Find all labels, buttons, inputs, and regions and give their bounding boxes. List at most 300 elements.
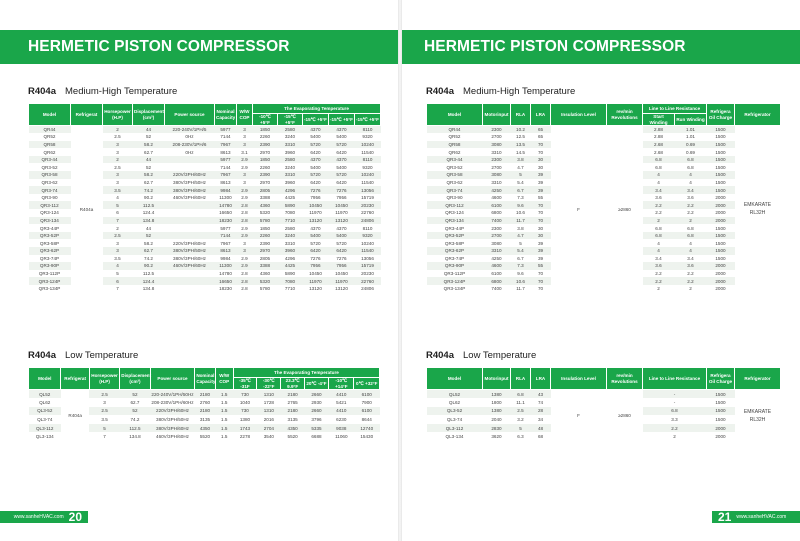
- table-cell: 380V/3PH/50Hz: [150, 415, 195, 424]
- table-cell: 1500: [707, 239, 735, 247]
- table-cell: 4: [643, 179, 675, 187]
- page-gutter: [398, 0, 402, 541]
- col-model: Model: [29, 368, 61, 390]
- table-cell: 6.3: [511, 432, 531, 441]
- table-cell: 2805: [253, 255, 278, 263]
- cell-model: QL52: [29, 390, 61, 399]
- table-cell: 1500: [707, 179, 735, 187]
- table-cell: 6800: [483, 277, 511, 285]
- table-cell: 4: [643, 171, 675, 179]
- table-cell: 220-240V/1PH/50Hz: [150, 390, 195, 399]
- cell-model: QR3-90: [29, 194, 71, 202]
- col-horsepower: Horsepower (H.P): [89, 368, 119, 390]
- table-cell: 2: [103, 224, 133, 232]
- table-cell: 6100: [354, 390, 380, 399]
- table-cell: 2.9: [237, 156, 253, 164]
- cell-refrigerator: [735, 126, 781, 293]
- table-cell: [165, 285, 215, 293]
- table-cell: 3: [237, 239, 253, 247]
- col-line-resistance: Line to Line Resistance: [643, 368, 707, 390]
- table-cell: 7276: [303, 255, 329, 263]
- col-rla: RLA: [511, 104, 531, 126]
- table-cell: 7144: [215, 163, 237, 171]
- table-cell: 460V/3PH/60Hz: [165, 194, 215, 202]
- table-cell: 65: [531, 133, 551, 141]
- cell-model: QL52: [427, 390, 483, 399]
- table-cell: 6.8: [643, 232, 675, 240]
- right-banner: [400, 30, 800, 64]
- table-cell: 1500: [707, 186, 735, 194]
- table-cell: 1850: [253, 156, 278, 164]
- table-cell: 5890: [278, 270, 303, 278]
- table-cell: 5320: [253, 277, 278, 285]
- table-cell: 10.2: [511, 126, 531, 134]
- table-cell: 3540: [257, 432, 281, 441]
- table-cell: 2000: [707, 424, 735, 433]
- table-cell: 2580: [278, 156, 303, 164]
- table-cell: 2.2: [675, 209, 707, 217]
- table-cell: 5720: [303, 239, 329, 247]
- table-cell: 13056: [355, 186, 381, 194]
- table-cell: 3240: [278, 133, 303, 141]
- cell-model: QR3-52: [29, 163, 71, 171]
- table-cell: 52: [120, 407, 150, 416]
- cell-refrigerator: [735, 390, 781, 442]
- table-cell: 2970: [253, 247, 278, 255]
- right-low-section-title: [426, 350, 536, 361]
- cell-model: QR3-58P: [427, 239, 483, 247]
- cell-model: QR3-52: [427, 163, 483, 171]
- table-cell: 3: [237, 247, 253, 255]
- col-refrigerator: Refrigerator: [735, 368, 781, 390]
- col-start-winding: Start Winding: [643, 114, 675, 126]
- table-cell: 3.4: [675, 255, 707, 263]
- col-displacement: Displacement (cm³): [133, 104, 165, 126]
- cell-model: QR3-74P: [29, 255, 71, 263]
- table-cell: 3310: [278, 141, 303, 149]
- cell-model: QR3-52P: [29, 232, 71, 240]
- table-cell: 2.68: [643, 148, 675, 156]
- table-cell: 30: [531, 232, 551, 240]
- col-line-resistance: Line to Line Resistance: [643, 104, 707, 114]
- table-cell: 1310: [257, 407, 281, 416]
- table-cell: 2930: [304, 398, 328, 407]
- table-cell: [165, 277, 215, 285]
- col-model: Model: [427, 368, 483, 390]
- left-medium-section-title: [28, 86, 177, 97]
- table-cell: 4.7: [511, 232, 531, 240]
- right-medium-section-label: Medium-High Temperature: [463, 86, 576, 97]
- table-cell: 5720: [329, 141, 355, 149]
- table-cell: 6420: [329, 179, 355, 187]
- table-cell: 2700: [483, 133, 511, 141]
- cell-model: QR3-44P: [29, 224, 71, 232]
- table-cell: 43: [531, 390, 551, 399]
- col-revolutions: rev/min Revolutions: [607, 368, 643, 390]
- table-cell: 30: [531, 156, 551, 164]
- table-cell: 2300: [483, 156, 511, 164]
- left-medium-table: [28, 103, 381, 293]
- table-cell: 6.7: [511, 255, 531, 263]
- col-temp-2: -30℃ -22°F: [257, 378, 281, 390]
- table-cell: 2.5: [103, 133, 133, 141]
- table-cell: 6230: [329, 415, 354, 424]
- table-cell: 3: [237, 133, 253, 141]
- table-cell: 10240: [355, 171, 381, 179]
- cell-insulation: F: [551, 390, 607, 442]
- table-cell: 1.01: [675, 133, 707, 141]
- table-cell: 2260: [253, 133, 278, 141]
- table-cell: 55: [531, 262, 551, 270]
- table-cell: 70: [531, 201, 551, 209]
- col-nominal-capacity: Nominal Capacity: [195, 368, 215, 390]
- col-refrigerator: Refrigerator: [735, 104, 781, 126]
- table-cell: 380V/3PH/60Hz: [165, 186, 215, 194]
- table-cell: 8613: [215, 247, 237, 255]
- table-cell: 1.5: [215, 407, 233, 416]
- table-cell: 10.6: [511, 277, 531, 285]
- col-power-source: Power source: [150, 368, 195, 390]
- table-cell: 2: [103, 126, 133, 134]
- table-cell: 6800: [483, 209, 511, 217]
- table-cell: 15430: [354, 432, 380, 441]
- table-cell: 30: [531, 224, 551, 232]
- cell-model: QR3-134: [29, 217, 71, 225]
- table-cell: 380V/3PH/50Hz: [165, 247, 215, 255]
- table-cell: 39: [531, 179, 551, 187]
- table-cell: 2000: [707, 201, 735, 209]
- col-temp-4: 20℃ -4°F: [304, 378, 328, 390]
- right-page: [400, 0, 800, 541]
- table-cell: 1850: [253, 126, 278, 134]
- table-cell: 730: [233, 390, 256, 399]
- table-cell: 6420: [329, 247, 355, 255]
- cell-model: QR52: [427, 133, 483, 141]
- table-cell: 2.8: [237, 270, 253, 278]
- cell-model: QL3-134: [427, 432, 483, 441]
- table-cell: 70: [531, 217, 551, 225]
- cell-model: QR3-74: [29, 186, 71, 194]
- table-cell: 2.2: [643, 277, 675, 285]
- table-cell: 2000: [707, 432, 735, 441]
- table-cell: 5400: [329, 133, 355, 141]
- cell-model: QR3-112P: [29, 270, 71, 278]
- table-cell: 52: [133, 133, 165, 141]
- col-rla: RLA: [511, 368, 531, 390]
- oil-name-line-2: RL32H: [749, 210, 766, 217]
- table-cell: 2260: [253, 163, 278, 171]
- table-cell: 8644: [354, 415, 380, 424]
- table-cell: 2.2: [675, 270, 707, 278]
- table-cell: 13120: [303, 217, 329, 225]
- table-cell: 1.01: [675, 126, 707, 134]
- table-cell: 74.2: [133, 255, 165, 263]
- table-cell: 2700: [483, 163, 511, 171]
- table-cell: 0Hz: [165, 148, 215, 156]
- table-cell: 112.5: [133, 270, 165, 278]
- table-cell: 13056: [355, 255, 381, 263]
- table-cell: 1500: [707, 247, 735, 255]
- table-cell: 220V/3PH/60Hz: [165, 171, 215, 179]
- right-low-table: [426, 367, 781, 441]
- table-cell: 4370: [329, 156, 355, 164]
- col-lra: LRA: [531, 368, 551, 390]
- table-cell: 1500: [707, 232, 735, 240]
- table-cell: 3.8: [511, 224, 531, 232]
- left-footer-url[interactable]: www.sanheHVAC.com: [13, 514, 64, 520]
- table-cell: 3960: [278, 247, 303, 255]
- cell-model: QR3-112P: [427, 270, 483, 278]
- table-cell: 3: [103, 148, 133, 156]
- col-lra: LRA: [531, 104, 551, 126]
- table-cell: 62.7: [133, 247, 165, 255]
- col-temp-2: -15℃ +5°F: [278, 114, 303, 126]
- table-cell: 4250: [483, 255, 511, 263]
- table-cell: 20230: [355, 270, 381, 278]
- table-cell: 2765: [281, 398, 304, 407]
- table-cell: 2000: [707, 277, 735, 285]
- table-cell: 9320: [355, 133, 381, 141]
- table-cell: 1380: [483, 407, 511, 416]
- cell-model: QR3-74P: [427, 255, 483, 263]
- table-cell: 2000: [707, 262, 735, 270]
- table-cell: 3: [103, 247, 133, 255]
- right-medium-section-title: [426, 86, 575, 97]
- table-cell: 3135: [281, 415, 304, 424]
- table-cell: 3135: [195, 415, 215, 424]
- col-model: Model: [427, 104, 483, 126]
- cell-model: QR62: [29, 148, 71, 156]
- table-row: [29, 390, 380, 399]
- table-cell: 22760: [355, 209, 381, 217]
- table-cell: 6420: [303, 148, 329, 156]
- table-cell: 2: [675, 217, 707, 225]
- table-cell: 2970: [253, 179, 278, 187]
- table-cell: 7967: [215, 171, 237, 179]
- table-cell: 3388: [253, 262, 278, 270]
- right-footer: [712, 511, 800, 523]
- table-cell: 10240: [355, 141, 381, 149]
- table-cell: 3080: [483, 141, 511, 149]
- table-cell: 44: [133, 126, 165, 134]
- cell-model: QR58: [29, 141, 71, 149]
- table-cell: 70: [531, 270, 551, 278]
- table-cell: 3080: [483, 239, 511, 247]
- table-cell: 2.2: [643, 424, 707, 433]
- cell-model: QL3-112: [427, 424, 483, 433]
- table-cell: 7900: [354, 398, 380, 407]
- col-oil-charge: Refrigera Oil Charge: [707, 104, 735, 126]
- table-cell: 4410: [329, 390, 354, 399]
- cell-model: QL62: [427, 398, 483, 407]
- table-cell: 2.2: [675, 277, 707, 285]
- table-cell: 380V/3PH/60Hz: [165, 255, 215, 263]
- table-cell: 2660: [304, 390, 328, 399]
- table-cell: 2.5: [103, 232, 133, 240]
- table-cell: 2580: [278, 224, 303, 232]
- table-cell: 730: [233, 407, 256, 416]
- table-cell: 2: [675, 285, 707, 293]
- col-temp-6: 0℃ +32°F: [354, 378, 380, 390]
- table-cell: 18230: [215, 285, 237, 293]
- table-cell: 4: [675, 247, 707, 255]
- cell-model: QR3-124P: [427, 277, 483, 285]
- table-cell: 3240: [278, 232, 303, 240]
- left-low-refrigerant-label: R404a: [28, 350, 56, 361]
- table-cell: 220V/3PH/60Hz: [150, 407, 195, 416]
- table-cell: 2.2: [643, 209, 675, 217]
- right-footer-url[interactable]: www.sanheHVAC.com: [736, 514, 787, 520]
- table-cell: 5977: [215, 156, 237, 164]
- table-cell: 2.9: [237, 194, 253, 202]
- table-cell: 3310: [483, 179, 511, 187]
- table-cell: 2.5: [511, 407, 531, 416]
- table-cell: 5335: [304, 424, 328, 433]
- table-cell: 2300: [483, 126, 511, 134]
- table-cell: 2180: [195, 390, 215, 399]
- table-cell: 2.9: [237, 186, 253, 194]
- table-cell: -: [643, 390, 707, 399]
- cell-model: QR3-62: [427, 179, 483, 187]
- col-revolutions: rev/min Revolutions: [607, 104, 643, 126]
- right-banner-title: HERMETIC PISTON COMPRESSOR: [424, 38, 686, 55]
- table-cell: 3310: [278, 239, 303, 247]
- table-cell: 3: [89, 398, 119, 407]
- table-cell: 55: [531, 194, 551, 202]
- table-cell: 70: [531, 209, 551, 217]
- table-cell: 6420: [329, 148, 355, 156]
- table-cell: 2580: [278, 126, 303, 134]
- table-cell: 1500: [707, 390, 735, 399]
- table-cell: 8110: [355, 156, 381, 164]
- table-cell: 7710: [278, 285, 303, 293]
- table-cell: 3.4: [675, 186, 707, 194]
- table-cell: 70: [531, 141, 551, 149]
- table-cell: 11300: [215, 262, 237, 270]
- table-cell: 7080: [278, 277, 303, 285]
- table-cell: 11970: [329, 209, 355, 217]
- table-cell: 5: [511, 171, 531, 179]
- cell-model: QR3-134P: [427, 285, 483, 293]
- table-cell: 1500: [707, 126, 735, 134]
- left-low-table: [28, 367, 380, 441]
- table-cell: 2300: [483, 224, 511, 232]
- cell-model: QR3-124: [427, 209, 483, 217]
- table-cell: 18230: [215, 217, 237, 225]
- table-cell: 5400: [303, 232, 329, 240]
- table-cell: 5780: [253, 285, 278, 293]
- table-cell: 39: [531, 255, 551, 263]
- table-cell: 10450: [329, 270, 355, 278]
- table-cell: 7710: [278, 217, 303, 225]
- table-cell: 11540: [355, 247, 381, 255]
- oil-name-line-1: EMKARATE: [743, 202, 772, 209]
- table-cell: 3.5: [103, 255, 133, 263]
- table-cell: 58.2: [133, 141, 165, 149]
- table-cell: 2805: [253, 186, 278, 194]
- table-cell: 8110: [355, 224, 381, 232]
- table-cell: 7144: [215, 133, 237, 141]
- table-cell: 9038: [329, 424, 354, 433]
- table-cell: 0.69: [675, 148, 707, 156]
- right-medium-table: [426, 103, 781, 293]
- cell-model: QR3-90: [427, 194, 483, 202]
- table-cell: 2000: [707, 285, 735, 293]
- table-cell: 4370: [303, 224, 329, 232]
- cell-model: QL3-74: [427, 415, 483, 424]
- table-cell: 3960: [278, 179, 303, 187]
- table-cell: 58.2: [133, 239, 165, 247]
- table-cell: 10240: [355, 239, 381, 247]
- table-cell: 3796: [304, 415, 328, 424]
- table-cell: 2760: [195, 398, 215, 407]
- table-cell: 1310: [257, 390, 281, 399]
- table-cell: 48: [531, 424, 551, 433]
- table-cell: 7956: [303, 262, 329, 270]
- table-cell: 2390: [253, 239, 278, 247]
- table-cell: 62.7: [133, 148, 165, 156]
- table-cell: 5977: [215, 224, 237, 232]
- table-cell: 6.8: [675, 163, 707, 171]
- table-cell: 112.5: [120, 424, 150, 433]
- table-cell: 12740: [354, 424, 380, 433]
- table-cell: 74.2: [133, 186, 165, 194]
- table-cell: 2660: [304, 407, 328, 416]
- table-cell: 9.6: [511, 201, 531, 209]
- col-oil-charge: Refrigera Oil Charge: [707, 368, 735, 390]
- table-cell: 1.5: [215, 432, 233, 441]
- table-cell: 7276: [329, 255, 355, 263]
- table-cell: 30: [531, 163, 551, 171]
- table-cell: 2180: [281, 390, 304, 399]
- table-cell: 7.3: [511, 194, 531, 202]
- cell-model: QR3-52P: [427, 232, 483, 240]
- table-cell: 39: [531, 247, 551, 255]
- col-temp-4: -15℃ +5°F: [329, 114, 355, 126]
- table-cell: 3.5: [89, 415, 119, 424]
- col-temp-5: -10℃ +14°F: [329, 378, 354, 390]
- table-cell: 3.2: [511, 415, 531, 424]
- col-temp-5: -15℃ +5°F: [355, 114, 381, 126]
- cell-model: QR3-134: [427, 217, 483, 225]
- col-nominal-capacity: Nominal Capacity: [215, 104, 237, 126]
- table-cell: 6.8: [675, 224, 707, 232]
- table-cell: 52: [120, 390, 150, 399]
- table-cell: 1500: [707, 415, 735, 424]
- cell-revolutions: ≥2860: [607, 126, 643, 293]
- cell-model: QR3-44: [427, 156, 483, 164]
- table-cell: 4296: [278, 186, 303, 194]
- table-cell: 6.8: [675, 232, 707, 240]
- table-cell: 1728: [257, 398, 281, 407]
- left-page-number: 20: [68, 510, 82, 524]
- cell-model: QR3-112: [29, 201, 71, 209]
- table-cell: 2.9: [237, 262, 253, 270]
- cell-model: QR3-58P: [29, 239, 71, 247]
- table-cell: 3.1: [237, 148, 253, 156]
- table-cell: 2: [103, 156, 133, 164]
- table-cell: 3: [103, 239, 133, 247]
- table-cell: 460V/3PH/60Hz: [150, 432, 195, 441]
- table-cell: 5890: [278, 201, 303, 209]
- table-cell: 3310: [483, 148, 511, 156]
- table-cell: 34: [531, 415, 551, 424]
- left-banner: [0, 30, 400, 64]
- col-insulation-level: Insulation Level: [551, 368, 607, 390]
- table-cell: 1380: [233, 415, 256, 424]
- table-cell: 1.5: [215, 390, 233, 399]
- table-cell: 134.8: [133, 285, 165, 293]
